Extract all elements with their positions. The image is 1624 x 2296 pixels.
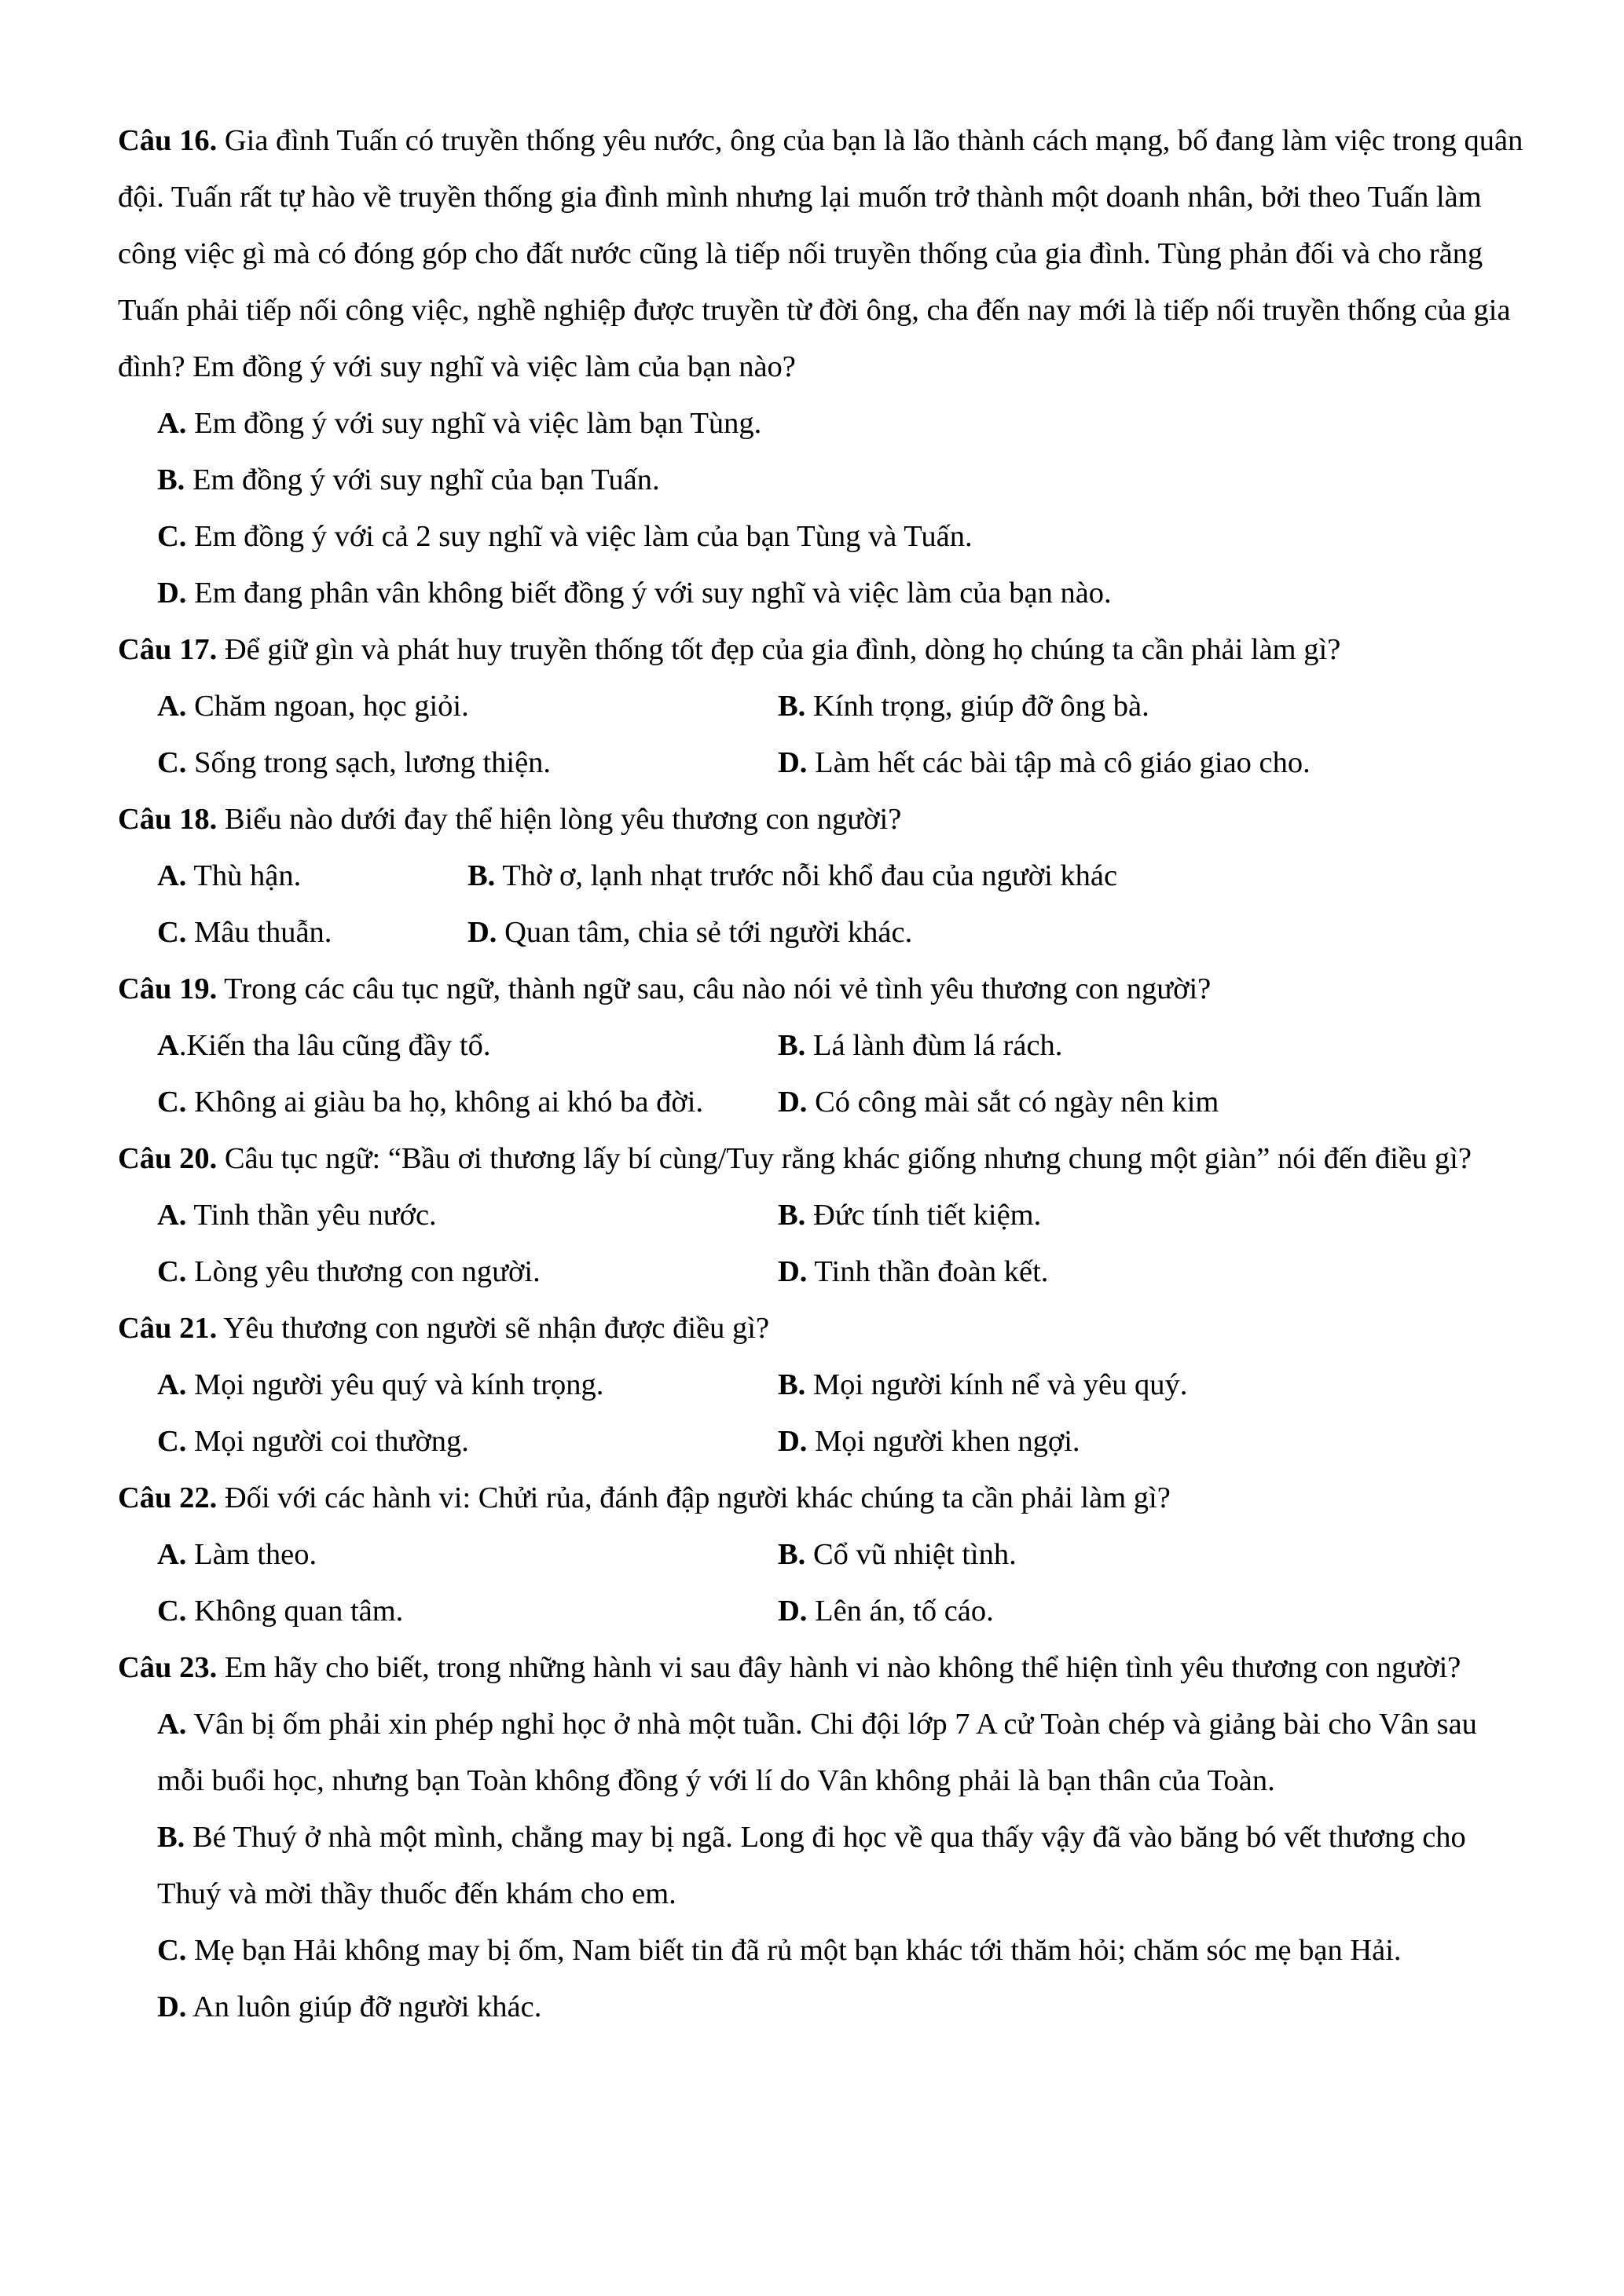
option-row — [157, 1187, 1524, 1243]
option-text: Lên án, tố cáo. — [807, 1595, 994, 1628]
option-key: A. — [157, 1538, 187, 1571]
option-text: Không quan tâm. — [186, 1595, 404, 1628]
question-21-stem — [118, 1300, 1524, 1357]
option-text: Quan tâm, chia sẻ tới người khác. — [497, 916, 913, 949]
option-text: Mọi người yêu quý và kính trọng. — [186, 1368, 604, 1401]
question-text: Yêu thương con người sẽ nhận được điều gì? — [217, 1312, 770, 1345]
option-key: A. — [157, 1368, 187, 1401]
option-key: B. — [778, 1368, 806, 1401]
option-key: D. — [778, 746, 808, 779]
option-text: Em đồng ý với cả 2 suy nghĩ và việc làm của bạn Tùng và Tuấn. — [186, 520, 973, 553]
option-d — [778, 1583, 1524, 1639]
question-number: Câu 17. — [118, 633, 218, 666]
option-key: A. — [157, 859, 187, 892]
option-d — [778, 1074, 1524, 1130]
option-row — [157, 678, 1524, 734]
option-key: A. — [157, 407, 187, 440]
question-22-stem — [118, 1470, 1524, 1526]
question-text: Trong các câu tục ngữ, thành ngữ sau, câu nào nói vẻ tình yêu thương con người? — [217, 972, 1212, 1005]
option-a — [157, 1696, 1524, 1809]
question-21 — [118, 1300, 1524, 1470]
option-key: A. — [157, 1708, 187, 1741]
question-20-stem — [118, 1130, 1524, 1187]
option-text: Chăm ngoan, học giỏi. — [186, 690, 469, 723]
option-key: B. — [778, 1029, 806, 1062]
question-22 — [118, 1470, 1524, 1639]
option-text: Mọi người kính nể và yêu quý. — [805, 1368, 1188, 1401]
question-23-stem — [118, 1639, 1524, 1696]
question-text: Đối với các hành vi: Chửi rủa, đánh đập người khác chúng ta cần phải làm gì? — [217, 1481, 1171, 1514]
option-c — [157, 1413, 778, 1470]
option-key: D. — [157, 577, 187, 610]
option-text: Mọi người coi thường. — [186, 1425, 469, 1458]
option-c — [157, 734, 778, 791]
option-text: Đức tính tiết kiệm. — [805, 1199, 1042, 1232]
option-d — [157, 1979, 1524, 2035]
option-key: C. — [157, 1595, 187, 1628]
option-text: Thờ ơ, lạnh nhạt trước nỗi khổ đau của người khác — [495, 859, 1118, 892]
option-c — [157, 1922, 1524, 1979]
option-b — [467, 848, 1524, 904]
question-16 — [118, 112, 1524, 621]
option-a — [157, 1187, 778, 1243]
option-a — [157, 1017, 778, 1074]
option-key: D. — [778, 1595, 808, 1628]
option-key: B. — [157, 1821, 185, 1854]
option-text: Em đồng ý với suy nghĩ của bạn Tuấn. — [185, 463, 660, 496]
option-key: C. — [157, 1086, 187, 1119]
option-key: C. — [157, 520, 187, 553]
option-text: Cổ vũ nhiệt tình. — [805, 1538, 1017, 1571]
option-c — [157, 1583, 778, 1639]
question-18 — [118, 791, 1524, 961]
option-d — [778, 1243, 1524, 1300]
question-17-stem — [118, 621, 1524, 678]
option-row — [157, 1526, 1524, 1583]
option-a — [157, 395, 1524, 452]
question-text: Biểu nào dưới đay thể hiện lòng yêu thương con người? — [217, 803, 902, 836]
option-row — [157, 1357, 1524, 1413]
exam-page — [118, 112, 1524, 2035]
option-text: Em đang phân vân không biết đồng ý với suy nghĩ và việc làm của bạn nào. — [186, 577, 1112, 610]
option-key: D. — [778, 1425, 808, 1458]
option-key: B. — [778, 1199, 806, 1232]
option-text: Mâu thuẫn. — [186, 916, 332, 949]
option-text: Lá lành đùm lá rách. — [805, 1029, 1063, 1062]
option-row — [157, 1413, 1524, 1470]
option-b — [778, 1357, 1524, 1413]
option-text: Mọi người khen ngợi. — [807, 1425, 1080, 1458]
option-c — [157, 1243, 778, 1300]
question-text: Em hãy cho biết, trong những hành vi sau đây hành vi nào không thể hiện tình yêu thương con người? — [217, 1651, 1461, 1684]
option-b — [778, 678, 1524, 734]
option-key: C. — [157, 1425, 187, 1458]
option-text: Không ai giàu ba họ, không ai khó ba đời. — [186, 1086, 704, 1119]
question-number: Câu 18. — [118, 803, 218, 836]
question-16-stem — [118, 112, 1524, 395]
question-number: Câu 23. — [118, 1651, 218, 1684]
question-23 — [118, 1639, 1524, 2035]
option-key: C. — [157, 916, 187, 949]
option-text: Bé Thuý ở nhà một mình, chẳng may bị ngã. Long đi học về qua thấy vậy đã vào băng bó vết thương cho Thuý và mời thầy thuốc đến khám cho em. — [157, 1821, 1466, 1910]
option-key: C. — [157, 746, 187, 779]
option-row — [157, 848, 1524, 904]
option-text: Mẹ bạn Hải không may bị ốm, Nam biết tin đã rủ một bạn khác tới thăm hỏi; chăm sóc mẹ bạn Hải. — [186, 1934, 1402, 1967]
question-number: Câu 21. — [118, 1312, 218, 1345]
option-b — [778, 1017, 1524, 1074]
option-key: D. — [467, 916, 497, 949]
option-row — [157, 1243, 1524, 1300]
option-a — [157, 848, 467, 904]
option-text: Kính trọng, giúp đỡ ông bà. — [805, 690, 1149, 723]
option-b — [157, 452, 1524, 508]
question-number: Câu 19. — [118, 972, 218, 1005]
option-key: A — [157, 1029, 179, 1062]
question-text: Câu tục ngữ: “Bầu ơi thương lấy bí cùng/Tuy rằng khác giống nhưng chung một giàn” nói đến điều gì? — [217, 1142, 1472, 1175]
option-row — [157, 1074, 1524, 1130]
option-row — [157, 734, 1524, 791]
option-d — [467, 904, 1524, 961]
option-key: A. — [157, 690, 187, 723]
question-19 — [118, 961, 1524, 1130]
option-text: .Kiến tha lâu cũng đầy tổ. — [178, 1029, 491, 1062]
question-19-stem — [118, 961, 1524, 1017]
option-text: Thù hận. — [186, 859, 302, 892]
option-c — [157, 904, 467, 961]
option-c — [157, 1074, 778, 1130]
option-text: Có công mài sắt có ngày nên kim — [807, 1086, 1219, 1119]
option-row — [157, 1583, 1524, 1639]
question-number: Câu 16. — [118, 124, 218, 157]
question-number: Câu 20. — [118, 1142, 218, 1175]
option-key: B. — [157, 463, 185, 496]
option-b — [778, 1187, 1524, 1243]
option-text: Làm hết các bài tập mà cô giáo giao cho. — [807, 746, 1311, 779]
option-a — [157, 1357, 778, 1413]
option-row — [157, 1017, 1524, 1074]
option-a — [157, 1526, 778, 1583]
option-key: B. — [778, 1538, 806, 1571]
question-text: Để giữ gìn và phát huy truyền thống tốt đẹp của gia đình, dòng họ chúng ta cần phải làm gì? — [217, 633, 1341, 666]
question-18-stem — [118, 791, 1524, 848]
option-key: D. — [778, 1086, 808, 1119]
option-text: An luôn giúp đỡ người khác. — [186, 1990, 542, 2023]
option-b — [157, 1809, 1524, 1922]
option-d — [778, 734, 1524, 791]
question-text: Gia đình Tuấn có truyền thống yêu nước, ông của bạn là lão thành cách mạng, bố đang làm việc trong quân đội. Tuấn rất tự hào về truyền thống gia đình mình nhưng lại muốn trở thành một doanh nhân, bởi theo Tuấn làm công việc gì mà có đóng góp cho đất nước cũng là tiếp nối truyền thống của gia đình. Tùng phản đối và cho rằng Tuấn phải tiếp nối công việc, nghề nghiệp được truyền từ đời ông, cha đến nay mới là tiếp nối truyền thống của gia đình? Em đồng ý với suy nghĩ và việc làm của bạn nào? — [118, 124, 1523, 383]
option-text: Vân bị ốm phải xin phép nghỉ học ở nhà một tuần. Chi đội lớp 7 A cử Toàn chép và giảng bài cho Vân sau mỗi buổi học, nhưng bạn Toàn không đồng ý với lí do Vân không phải là bạn thân của Toàn. — [157, 1708, 1477, 1797]
option-c — [157, 508, 1524, 565]
option-key: C. — [157, 1255, 187, 1288]
question-number: Câu 22. — [118, 1481, 218, 1514]
option-text: Làm theo. — [186, 1538, 317, 1571]
option-key: B. — [778, 690, 806, 723]
option-text: Sống trong sạch, lương thiện. — [186, 746, 552, 779]
option-d — [778, 1413, 1524, 1470]
option-a — [157, 678, 778, 734]
option-key: D. — [157, 1990, 187, 2023]
option-text: Tinh thần yêu nước. — [186, 1199, 437, 1232]
option-text: Tinh thần đoàn kết. — [807, 1255, 1049, 1288]
option-d — [157, 565, 1524, 621]
option-text: Em đồng ý với suy nghĩ và việc làm bạn Tùng. — [186, 407, 762, 440]
option-text: Lòng yêu thương con người. — [186, 1255, 541, 1288]
question-20 — [118, 1130, 1524, 1300]
question-17 — [118, 621, 1524, 791]
option-key: D. — [778, 1255, 808, 1288]
option-key: C. — [157, 1934, 187, 1967]
option-key: A. — [157, 1199, 187, 1232]
option-row — [157, 904, 1524, 961]
option-key: B. — [467, 859, 496, 892]
option-b — [778, 1526, 1524, 1583]
